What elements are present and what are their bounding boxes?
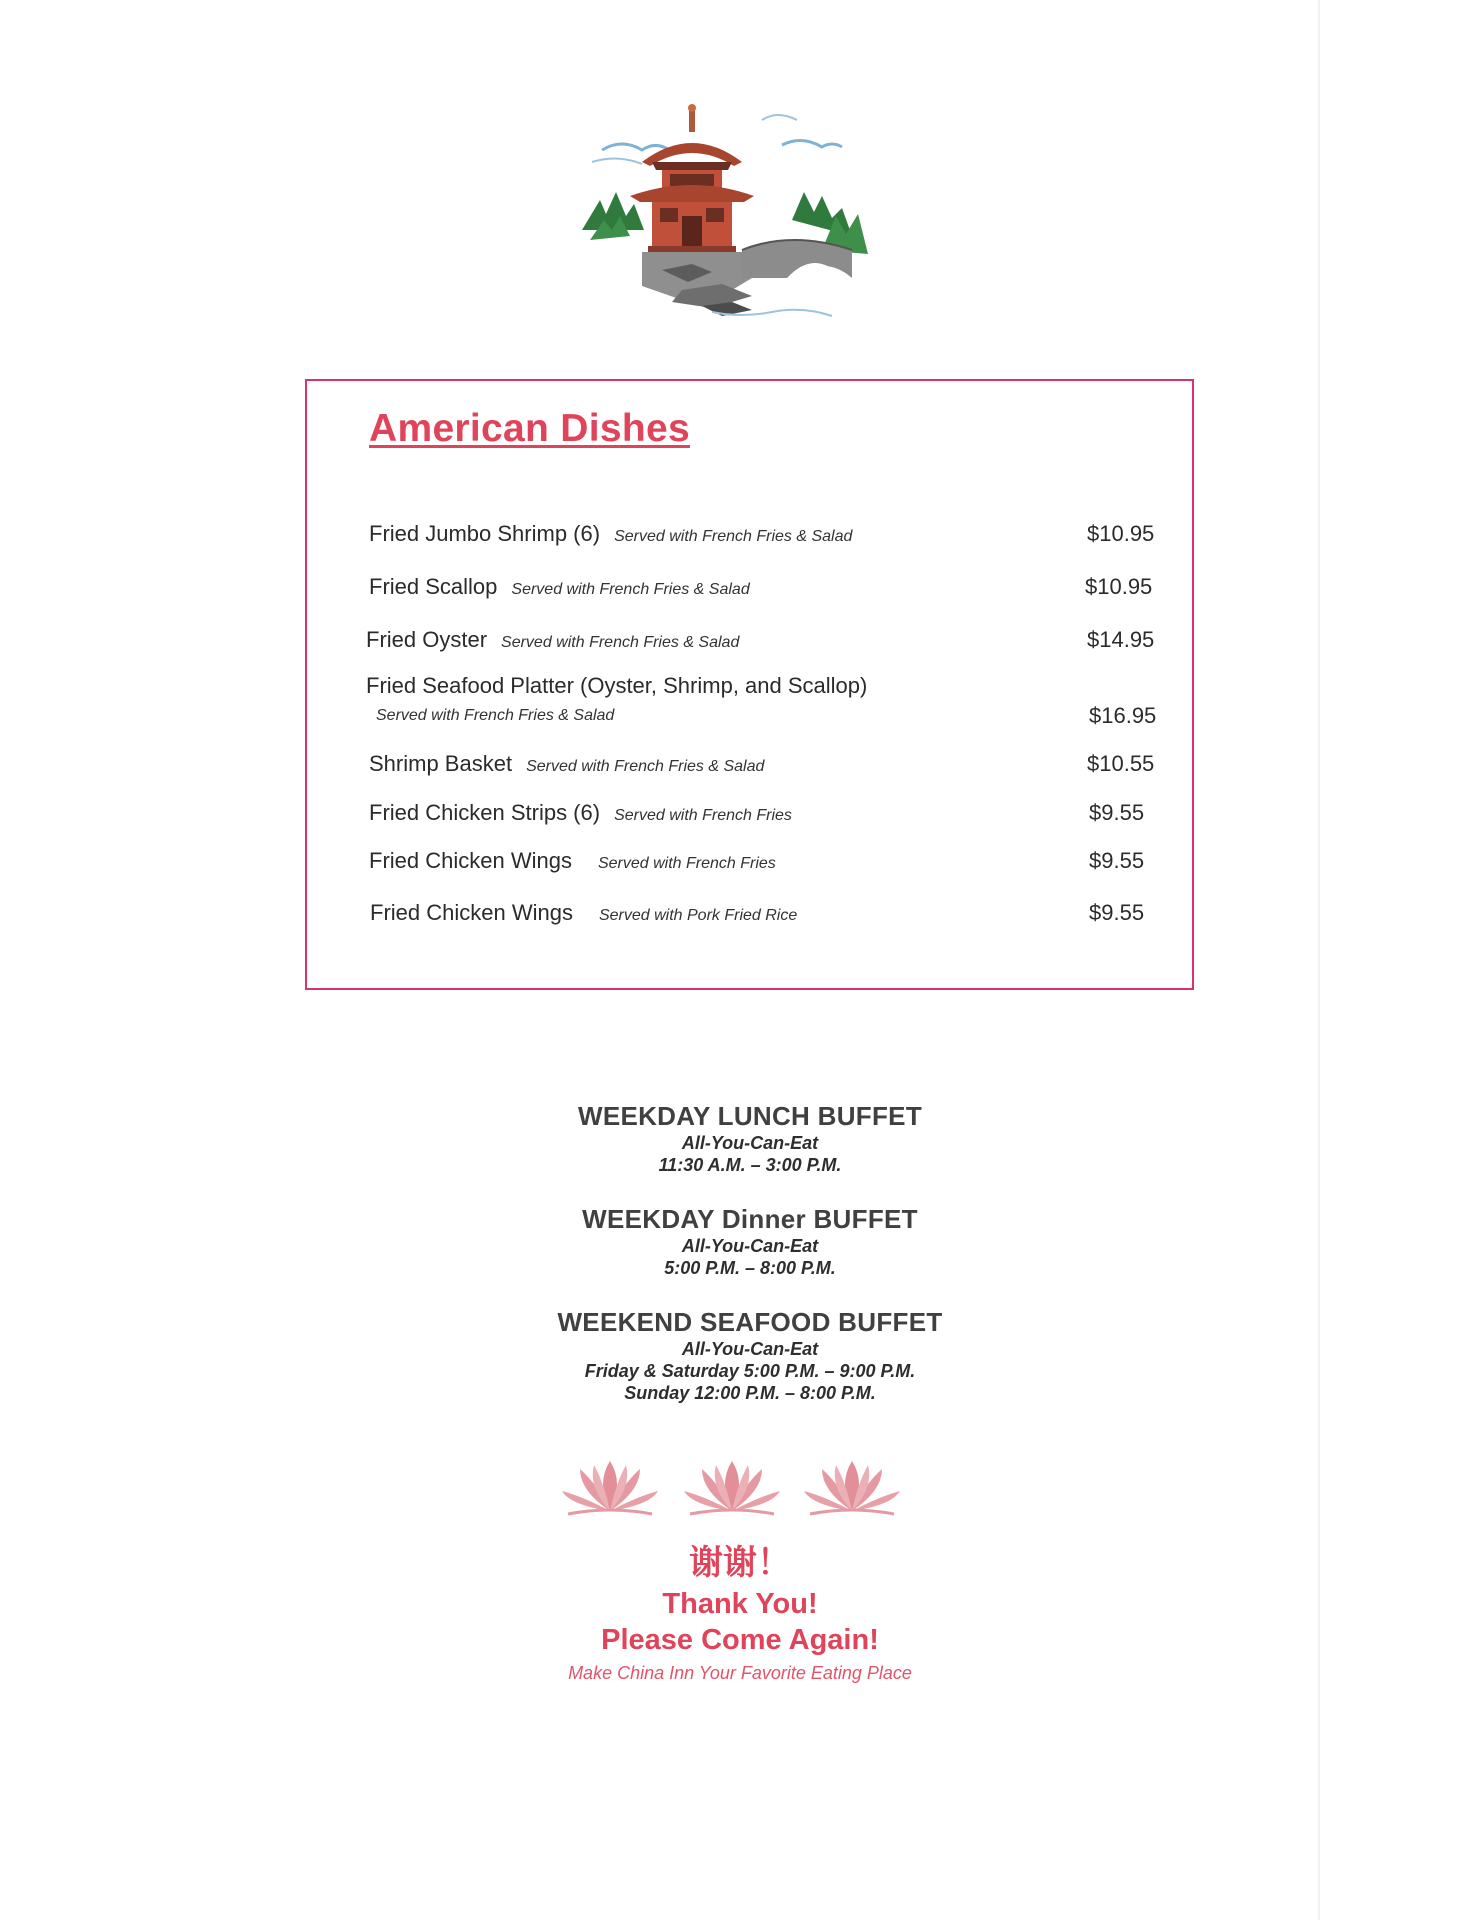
dish-note: Served with French Fries bbox=[614, 807, 792, 824]
dish-note: Served with Pork Fried Rice bbox=[598, 907, 798, 924]
dish-price: $10.95 bbox=[1087, 521, 1155, 546]
dish-name: Fried Seafood Platter (Oyster, Shrimp, and Scallop) bbox=[366, 673, 868, 698]
dish-note: Served with French Fries & Salad bbox=[526, 758, 765, 775]
dish-name-line bbox=[369, 574, 750, 600]
buffet-line: All-You-Can-Eat bbox=[681, 1236, 819, 1256]
dish-name: Fried Chicken Wings bbox=[369, 848, 572, 873]
buffet-schedule bbox=[480, 1100, 1020, 1431]
buffet-hours: Sunday 12:00 P.M. – 8:00 P.M. bbox=[624, 1383, 876, 1403]
dish-price: $10.95 bbox=[1085, 574, 1153, 599]
dish-price: $9.55 bbox=[1089, 848, 1145, 873]
buffet-hours: 11:30 A.M. – 3:00 P.M. bbox=[658, 1155, 842, 1175]
buffet-line: All-You-Can-Eat bbox=[681, 1339, 819, 1359]
dish-price: $9.55 bbox=[1089, 900, 1145, 925]
dish-name-line bbox=[369, 848, 776, 874]
lotus-divider bbox=[560, 1450, 910, 1520]
dish-name-line bbox=[370, 900, 797, 926]
dish-note: Served with French Fries & Salad bbox=[511, 581, 750, 598]
dish-name: Fried Jumbo Shrimp (6) bbox=[369, 521, 601, 546]
dish-note: Served with French Fries & Salad bbox=[614, 528, 853, 545]
buffet-block bbox=[480, 1306, 1020, 1404]
buffet-hours: 5:00 P.M. – 8:00 P.M. bbox=[664, 1258, 836, 1278]
buffet-block bbox=[480, 1100, 1020, 1176]
dish-note: Served with French Fries bbox=[597, 855, 776, 872]
dish-price: $9.55 bbox=[1089, 800, 1145, 825]
buffet-title: WEEKEND SEAFOOD BUFFET bbox=[557, 1307, 943, 1337]
thanks-chinese: 谢谢！ bbox=[689, 1543, 791, 1583]
dish-price: $16.95 bbox=[1089, 703, 1157, 728]
dish-name-line bbox=[369, 751, 764, 777]
lotus-icon bbox=[804, 1461, 900, 1514]
dish-price: $14.95 bbox=[1087, 627, 1155, 652]
dish-name-line bbox=[369, 521, 852, 547]
buffet-block bbox=[480, 1203, 1020, 1279]
pagoda-illustration-icon bbox=[582, 100, 872, 325]
thanks-line-1: Thank You! bbox=[662, 1588, 818, 1620]
dish-name-line bbox=[366, 627, 739, 653]
dish-price: $10.55 bbox=[1087, 751, 1155, 776]
thank-you-block bbox=[480, 1540, 1000, 1688]
dish-name: Fried Chicken Strips (6) bbox=[369, 800, 601, 825]
dish-note: Served with French Fries & Salad bbox=[501, 634, 740, 651]
section-title: American Dishes bbox=[369, 407, 690, 450]
dish-name: Shrimp Basket bbox=[369, 751, 513, 776]
lotus-icon bbox=[684, 1461, 780, 1514]
buffet-title: WEEKDAY Dinner BUFFET bbox=[582, 1204, 918, 1234]
dish-name: Fried Scallop bbox=[369, 574, 498, 599]
dish-name: Fried Oyster bbox=[366, 627, 488, 652]
page-edge bbox=[1318, 0, 1320, 1920]
dish-note: Served with French Fries & Salad bbox=[376, 707, 615, 724]
lotus-icon bbox=[562, 1461, 658, 1514]
american-dishes-menu bbox=[305, 379, 1194, 990]
buffet-line: All-You-Can-Eat bbox=[681, 1133, 819, 1153]
dish-name: Fried Chicken Wings bbox=[370, 900, 573, 925]
thanks-line-2: Please Come Again! bbox=[601, 1624, 879, 1656]
buffet-title: WEEKDAY LUNCH BUFFET bbox=[577, 1101, 922, 1131]
thanks-tagline: Make China Inn Your Favorite Eating Place bbox=[568, 1663, 912, 1683]
dish-name-line bbox=[369, 800, 792, 826]
menu-item-list bbox=[307, 381, 1192, 988]
buffet-hours: Friday & Saturday 5:00 P.M. – 9:00 P.M. bbox=[584, 1361, 916, 1381]
